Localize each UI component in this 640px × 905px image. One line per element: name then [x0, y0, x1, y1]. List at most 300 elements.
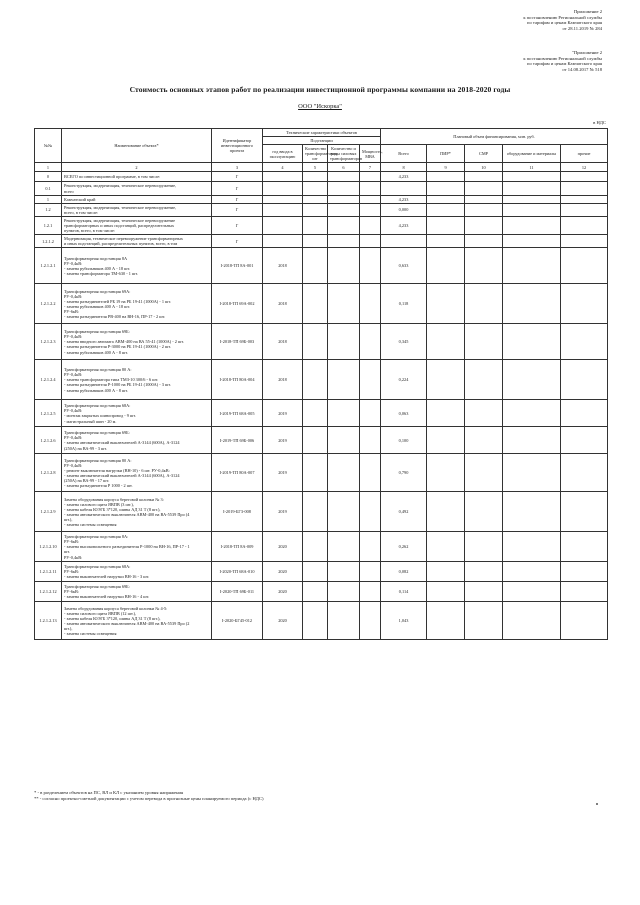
cell-pir	[427, 248, 465, 284]
cell-year: 2018	[263, 248, 303, 284]
cell-capacity	[360, 454, 381, 492]
cell-equipment	[503, 172, 561, 182]
cell-name-line: Трансформаторная подстанция 69А:	[64, 288, 131, 294]
cell-year: 2019	[263, 427, 303, 454]
cell-other	[561, 182, 608, 195]
column-number: 3	[212, 163, 263, 172]
table-row	[35, 203, 608, 216]
column-number: 2	[62, 163, 212, 172]
cell-other	[561, 602, 608, 640]
cell-power-sub	[328, 492, 360, 532]
cell-name-line: Трансформаторная подстанция 69Б:	[64, 329, 130, 335]
cell-id: I-2020-ТП 68А-010	[212, 562, 263, 582]
cell-pir	[427, 172, 465, 182]
cell-capacity	[360, 602, 381, 640]
cell-power-sub	[328, 400, 360, 427]
cell-total: 0,082	[381, 562, 427, 582]
cell-name-line: - замена системы освещения	[64, 522, 117, 528]
cell-name-line: - ремонт выключателя нагрузки (ВН-10) - 6 шт. РУ-0,4кВ:	[64, 467, 170, 473]
cell-other	[561, 562, 608, 582]
cell-pir	[427, 400, 465, 427]
cell-num: 1.2.1.2.3	[35, 324, 62, 360]
cell-smr	[465, 454, 503, 492]
investment-table	[34, 128, 608, 640]
cell-year: 2020	[263, 582, 303, 602]
cell-id: I-2020-БГ45-012	[212, 602, 263, 640]
cell-name-line: Трансформаторная подстанция 8А	[64, 255, 128, 261]
cell-name	[62, 454, 212, 492]
cell-name-line: РУ-0,4кВ:	[64, 372, 83, 378]
cell-transformers	[303, 562, 328, 582]
cell-year	[263, 235, 303, 248]
cell-pir	[427, 454, 465, 492]
cell-power-sub	[328, 602, 360, 640]
cell-name-line: (250А) на ВА-99 - 17 шт.	[64, 478, 110, 483]
cell-capacity	[360, 360, 381, 400]
cell-year	[263, 216, 303, 234]
cell-total: 4,233	[381, 195, 427, 203]
cell-id: I-2018-ТП 80А-004	[212, 360, 263, 400]
cell-id: I-2020-ТП 69Б-011	[212, 582, 263, 602]
cell-name-line: - замена силового щита ЯВПВ (12 шт.),	[64, 610, 137, 616]
cell-transformers	[303, 284, 328, 324]
column-number: 11	[503, 163, 561, 172]
cell-name-line: - замена разъединителей РБ 19 на РБ 19-41 (1000А) - 1 шт.	[64, 298, 171, 304]
table-row	[35, 195, 608, 203]
cell-name-line: - замена выключателей нагрузки ВН-16 - 4 шт.	[64, 594, 150, 600]
cell-capacity	[360, 182, 381, 195]
appendix-line: Приложение 2	[573, 9, 602, 14]
cell-name-line: Реконструкция, модернизация, техническое перевооружение,	[64, 204, 177, 210]
cell-total: 0,063	[381, 400, 427, 427]
cell-id: Г	[212, 195, 263, 203]
cell-name-line: - замена высоковольтного разъединителя Р-1000 на ВН-16, ПР-17 - 1	[64, 544, 190, 550]
cell-transformers	[303, 454, 328, 492]
cell-transformers	[303, 532, 328, 562]
cell-total: 0,000	[381, 203, 427, 216]
cell-name-line: шт.),	[64, 626, 73, 631]
cell-name-line: Трансформаторная подстанция 80 А:	[64, 457, 132, 463]
header-smr: СМР	[465, 145, 503, 163]
cell-num: 1.2.1.2.6	[35, 427, 62, 454]
cell-id: I-2019-ТП 80А-007	[212, 454, 263, 492]
cell-name	[62, 602, 212, 640]
cell-pir	[427, 284, 465, 324]
table-row	[35, 216, 608, 234]
cell-equipment	[503, 248, 561, 284]
cell-smr	[465, 216, 503, 234]
table-row	[35, 582, 608, 602]
table-row	[35, 532, 608, 562]
cell-transformers	[303, 582, 328, 602]
cell-name	[62, 360, 212, 400]
cell-name-line: РУ-0,4кВ:	[64, 293, 83, 299]
cell-equipment	[503, 182, 561, 195]
header-finance-group: Плановый объем финансирования, млн. руб.	[381, 129, 608, 145]
appendix-line: по тарифам и ценам Камчатского края	[527, 61, 602, 67]
table-row	[35, 602, 608, 640]
cell-num: 1.2.1.2.1	[35, 248, 62, 284]
cell-id: I-2019-ТП 68А-005	[212, 400, 263, 427]
cell-name-line: РУ-6кВ:	[64, 539, 80, 545]
cell-other	[561, 582, 608, 602]
header-other: прочие	[561, 145, 608, 163]
cell-name-line: - замена трансформатора типа ТМЗ-10 300/6 - 6 шт.	[64, 377, 159, 383]
cell-smr	[465, 324, 503, 360]
cell-name-line: трансформаторных и иных подстанций, распределительных	[64, 223, 174, 229]
cell-name-line: всего, в том числе:	[64, 209, 99, 215]
cell-transformers	[303, 602, 328, 640]
cell-id: Г	[212, 235, 263, 248]
table-row	[35, 182, 608, 195]
cell-smr	[465, 235, 503, 248]
column-number: 10	[465, 163, 503, 172]
cell-smr	[465, 602, 503, 640]
cell-name	[62, 400, 212, 427]
cell-name	[62, 532, 212, 562]
cell-equipment	[503, 195, 561, 203]
cell-other	[561, 284, 608, 324]
cell-total: 0,118	[381, 284, 427, 324]
table-row	[35, 562, 608, 582]
cell-total: 0,345	[381, 324, 427, 360]
cell-name-line: - замена кабеля ЮЭГБ 3*120, шины АД 31 Т (8 шт.),	[64, 615, 161, 621]
cell-id: I-2019-БГ3-008	[212, 492, 263, 532]
cell-power-sub	[328, 216, 360, 234]
cell-transformers	[303, 172, 328, 182]
cell-smr	[465, 562, 503, 582]
header-year: год ввода в эксплуатацию	[263, 145, 303, 163]
table-body	[35, 172, 608, 640]
cell-name-line: - монтаж закрытых шинопровод - 9 шт.	[64, 413, 136, 419]
cell-name-line: Трансформаторная подстанция 69Б:	[64, 584, 130, 590]
header-transformers: Количество трансформаторов, шт	[303, 145, 328, 163]
cell-num: 1.2.1.2.11	[35, 562, 62, 582]
table-row	[35, 360, 608, 400]
table-row	[35, 248, 608, 284]
cell-smr	[465, 582, 503, 602]
cell-name-line: - замена силового щита ЯВПВ (3 шт.),	[64, 501, 134, 507]
header-capacity: Мощность, МВА	[360, 145, 381, 163]
cell-name-line: всего	[64, 188, 74, 194]
cell-year: 2019	[263, 454, 303, 492]
cell-power-sub	[328, 195, 360, 203]
cell-equipment	[503, 602, 561, 640]
cell-name-line: Трансформаторная подстанция 80 А:	[64, 367, 132, 373]
footnote-1: * - в разделением объектов на ПС, ВЛ и КЛ с указанием уровня напряжения	[34, 790, 184, 795]
cell-smr	[465, 427, 503, 454]
cell-power-sub	[328, 182, 360, 195]
header-total: Всего	[381, 145, 427, 163]
cell-equipment	[503, 400, 561, 427]
cell-power-sub	[328, 427, 360, 454]
header-equipment: оборудование и материалы	[503, 145, 561, 163]
cell-name-line: пунктов, всего, в том числе:	[64, 228, 116, 234]
cell-smr	[465, 248, 503, 284]
header-pir: ПИР*	[427, 145, 465, 163]
cell-pir	[427, 195, 465, 203]
column-number: 8	[381, 163, 427, 172]
cell-equipment	[503, 582, 561, 602]
cell-total	[381, 182, 427, 195]
cell-pir	[427, 532, 465, 562]
cell-total: 0,492	[381, 492, 427, 532]
cell-capacity	[360, 532, 381, 562]
cell-power-sub	[328, 284, 360, 324]
cell-name-line: (250А) на ВА-99 - 3 шт.	[64, 445, 107, 451]
cell-year	[263, 195, 303, 203]
cell-num: 1.2	[35, 203, 62, 216]
cell-pir	[427, 582, 465, 602]
cell-id: Г	[212, 182, 263, 195]
cell-equipment	[503, 324, 561, 360]
cell-power-sub	[328, 324, 360, 360]
column-number: 4	[263, 163, 303, 172]
cell-capacity	[360, 492, 381, 532]
header-tech-group: Технические характеристики объектов	[263, 129, 381, 137]
column-number: 12	[561, 163, 608, 172]
cell-power-sub	[328, 248, 360, 284]
cell-name-line: Трансформаторная подстанция 8А:	[64, 534, 129, 540]
cell-total: 0,262	[381, 532, 427, 562]
appendix-line: от 28.11.2019 № 284	[562, 25, 602, 31]
cell-name-line: - замена выключателей нагрузки ВН-16 - 3 шт.	[64, 574, 150, 580]
cell-name-line: - замена рубильников 400 А - 18 шт.	[64, 265, 131, 271]
cell-name	[62, 492, 212, 532]
cell-name	[62, 235, 212, 248]
cell-year	[263, 203, 303, 216]
cell-total: 0,633	[381, 248, 427, 284]
cell-name-line: РУ-0,4кВ:	[64, 462, 83, 468]
cell-name-line: РУ-0,4кВ:	[64, 435, 83, 441]
cell-smr	[465, 172, 503, 182]
cell-power-sub	[328, 582, 360, 602]
cell-equipment	[503, 454, 561, 492]
header-name: Наименование объекта*	[62, 129, 212, 163]
cell-other	[561, 427, 608, 454]
cell-name-line: шт.),	[64, 517, 73, 522]
table-row	[35, 427, 608, 454]
cell-transformers	[303, 195, 328, 203]
cell-num: 0.1	[35, 182, 62, 195]
cell-other	[561, 454, 608, 492]
cell-name	[62, 203, 212, 216]
cell-capacity	[360, 203, 381, 216]
cell-transformers	[303, 360, 328, 400]
cell-name	[62, 324, 212, 360]
cell-year: 2018	[263, 324, 303, 360]
header-subgroup: Подстанции	[263, 137, 381, 145]
cell-pir	[427, 216, 465, 234]
cell-smr	[465, 492, 503, 532]
cell-year: 2019	[263, 492, 303, 532]
cell-name	[62, 562, 212, 582]
cell-capacity	[360, 562, 381, 582]
currency-note: в НДС	[593, 120, 606, 125]
cell-total: 0,114	[381, 582, 427, 602]
column-number: 7	[360, 163, 381, 172]
cell-pir	[427, 235, 465, 248]
cell-pir	[427, 182, 465, 195]
cell-name-line: РУ-6кВ:	[64, 309, 80, 314]
cell-name-line: - замена вводного автомата АВМ-400 на ВА 55-41 (1000А) - 2 шт.	[64, 339, 184, 345]
cell-other	[561, 203, 608, 216]
cell-year: 2018	[263, 360, 303, 400]
cell-name-line: - замена рубильников 400 А - 8 шт.	[64, 349, 128, 355]
cell-name-line: Камчатский край	[64, 196, 96, 202]
appendix-line: "Приложение 2	[572, 50, 602, 55]
column-number-row	[35, 163, 608, 172]
cell-other	[561, 400, 608, 427]
document-title: Стоимость основных этапов работ по реализации инвестиционной программы компании на 2018-2020 годы	[129, 85, 511, 94]
cell-other	[561, 235, 608, 248]
cell-transformers	[303, 235, 328, 248]
cell-id: Г	[212, 203, 263, 216]
cell-smr	[465, 203, 503, 216]
cell-num: 1.2.1.2.2	[35, 284, 62, 324]
cell-id: I-2019-ТП 69Б-006	[212, 427, 263, 454]
cell-other	[561, 360, 608, 400]
column-number: 6	[328, 163, 360, 172]
cell-equipment	[503, 492, 561, 532]
cell-capacity	[360, 248, 381, 284]
cell-name	[62, 182, 212, 195]
cell-name-line: - замена трансформатора ТМ-630 - 1 шт.	[64, 271, 138, 276]
cell-name-line: ВСЕГО по инвестиционной программе, в том числе:	[64, 174, 161, 180]
column-number: 5	[303, 163, 328, 172]
cell-num: 1.2.1.2.5	[35, 400, 62, 427]
cell-id: I-2018-ТП 69А-002	[212, 284, 263, 324]
cell-year	[263, 182, 303, 195]
cell-name-line: - замена рубильников 400 А - 8 шт.	[64, 387, 128, 393]
cell-smr	[465, 182, 503, 195]
cell-power-sub	[328, 532, 360, 562]
cell-transformers	[303, 427, 328, 454]
cell-transformers	[303, 492, 328, 532]
cell-other	[561, 195, 608, 203]
cell-equipment	[503, 532, 561, 562]
cell-total: 4,233	[381, 216, 427, 234]
appendix-line: к постановлению Региональной службы	[523, 14, 602, 20]
cell-name	[62, 582, 212, 602]
cell-name-line: РУ-6кВ:	[64, 589, 80, 595]
cell-capacity	[360, 427, 381, 454]
cell-name-line: и иных подстанций, распределительных пунктов, всего, в том	[64, 241, 178, 247]
scan-mark	[596, 803, 598, 805]
cell-equipment	[503, 284, 561, 324]
cell-name-line: - замена разъединителя Р-1000 на РБ 19-41 (1000А) - 3 шт.	[64, 382, 171, 388]
cell-name	[62, 216, 212, 234]
cell-name	[62, 248, 212, 284]
cell-name-line: - замена автоматического выключателя АВМ-400 на ВА-5539 Про (4	[64, 511, 190, 517]
cell-other	[561, 324, 608, 360]
cell-total: 0,790	[381, 454, 427, 492]
cell-year	[263, 172, 303, 182]
cell-name-line: - замена системы освещения	[64, 631, 117, 637]
cell-name-line: - замена разъединителя РВ-400 на ВН-16, ПР-17 - 2 шт.	[64, 314, 166, 320]
cell-equipment	[503, 562, 561, 582]
cell-name-line: Трансформаторная подстанция 68А:	[64, 564, 131, 570]
cell-capacity	[360, 284, 381, 324]
cell-name	[62, 427, 212, 454]
cell-other	[561, 492, 608, 532]
cell-transformers	[303, 248, 328, 284]
cell-equipment	[503, 216, 561, 234]
cell-num: 1.2.1.2.9	[35, 492, 62, 532]
cell-power-sub	[328, 172, 360, 182]
cell-transformers	[303, 216, 328, 234]
cell-capacity	[360, 400, 381, 427]
appendix-line: к постановлению Региональной службы	[523, 55, 602, 61]
cell-total	[381, 235, 427, 248]
header-num: №№	[35, 129, 62, 163]
cell-power-sub	[328, 203, 360, 216]
cell-capacity	[360, 216, 381, 234]
cell-power-sub	[328, 360, 360, 400]
cell-num: 1	[35, 195, 62, 203]
appendix-line: от 14.08.2017 № 518	[562, 66, 602, 72]
cell-pir	[427, 324, 465, 360]
cell-transformers	[303, 203, 328, 216]
cell-name-line: шт.	[64, 549, 70, 555]
cell-smr	[465, 532, 503, 562]
cell-pir	[427, 427, 465, 454]
cell-equipment	[503, 235, 561, 248]
cell-name-line: - замена кабеля ЮЭГБ 3*120, шины АД 31 Т (8 шт.),	[64, 506, 161, 512]
cell-capacity	[360, 172, 381, 182]
cell-num: 1.2.1.2.4	[35, 360, 62, 400]
cell-name-line: РУ-0,4кВ:	[64, 334, 83, 340]
table-row	[35, 324, 608, 360]
cell-transformers	[303, 324, 328, 360]
cell-num: 1.2.1.2.12	[35, 582, 62, 602]
cell-id: I-2018-ТП 8А-001	[212, 248, 263, 284]
cell-smr	[465, 195, 503, 203]
cell-power-sub	[328, 235, 360, 248]
appendix-note-previous	[402, 50, 602, 72]
cell-capacity	[360, 235, 381, 248]
cell-equipment	[503, 203, 561, 216]
cell-name-line: РУ-6кВ:	[64, 569, 80, 575]
cell-num: 1.2.1.2	[35, 235, 62, 248]
column-number: 9	[427, 163, 465, 172]
cell-capacity	[360, 324, 381, 360]
cell-name-line: - замена разъединителя Р 1000 - 2 шт.	[64, 483, 133, 489]
cell-name	[62, 172, 212, 182]
cell-capacity	[360, 195, 381, 203]
cell-name-line: Трансформаторная подстанция 69Б:	[64, 430, 130, 436]
appendix-note-current	[402, 9, 602, 31]
cell-other	[561, 216, 608, 234]
table-row	[35, 284, 608, 324]
table-row	[35, 492, 608, 532]
header-id: Идентификатор инвестиционного проекта	[212, 129, 263, 163]
cell-id: I-2018-ТП 8А-009	[212, 532, 263, 562]
cell-name-line: - замена автоматический выключателей А-3144 (600А), А-3124	[64, 440, 180, 446]
cell-name-line: - замена разъединителя Р-3000 на РБ 19-41 (1000А) - 2 шт.	[64, 344, 171, 350]
header-power-sub: Количество и виды силовых трансформаторов	[328, 145, 360, 163]
cell-pir	[427, 602, 465, 640]
cell-name-line: РУ-0,4кВ:	[64, 260, 83, 266]
appendix-line: по тарифам и ценам Камчатского края	[527, 20, 602, 26]
cell-year: 2018	[263, 284, 303, 324]
cell-name-line: - замена автоматический выключателей А-3144 (600А), А-3124	[64, 472, 180, 478]
cell-name-line: РУ-0,4кВ:	[64, 408, 83, 414]
cell-num: 1.2.1.2.8	[35, 454, 62, 492]
cell-name-line: Реконструкция, модернизация, техническое перевооружение	[64, 217, 176, 223]
cell-id: Г	[212, 172, 263, 182]
cell-name-line: - магистральный шин - 20 м.	[64, 418, 117, 424]
